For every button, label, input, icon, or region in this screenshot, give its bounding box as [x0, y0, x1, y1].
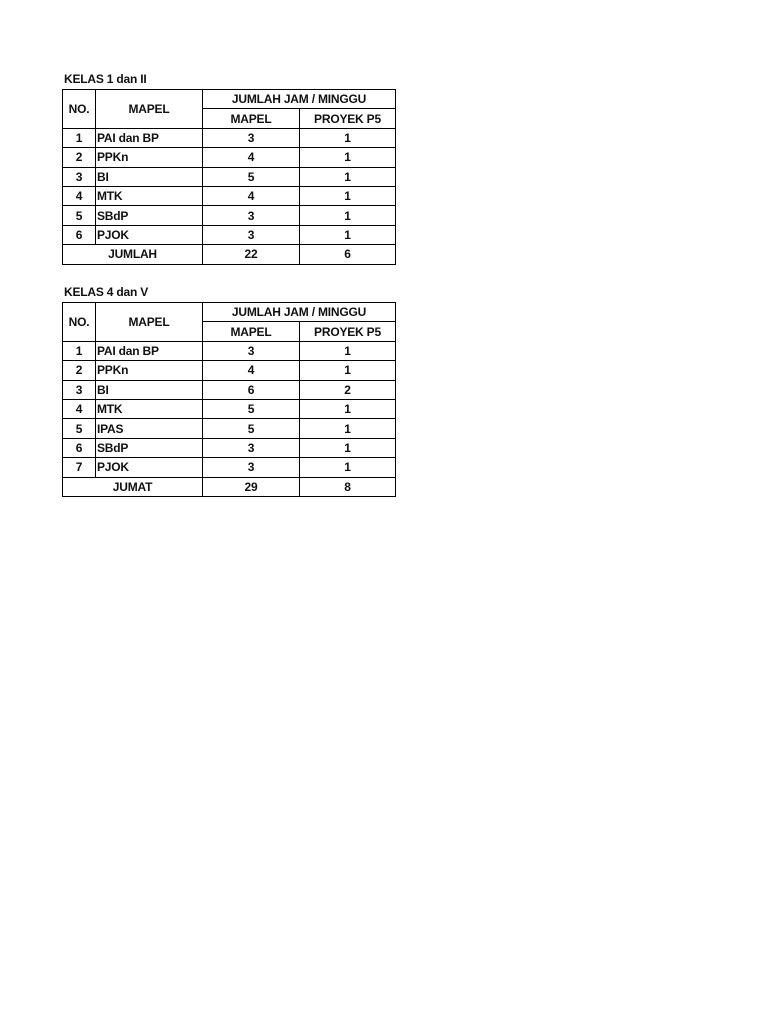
row-mapel: PAI dan BP — [96, 341, 203, 360]
row-mapel: SBdP — [96, 438, 203, 457]
header-no: NO. — [63, 90, 96, 129]
table-row — [63, 148, 396, 167]
table-row — [63, 399, 396, 418]
table-row — [63, 438, 396, 457]
header-jumlah-jam: JUMLAH JAM / MINGGU — [203, 90, 396, 109]
table-row — [63, 206, 396, 225]
row-no: 2 — [63, 361, 96, 380]
table-row — [63, 458, 396, 477]
total-jam-mapel: 22 — [203, 245, 300, 264]
row-jam-mapel: 3 — [203, 206, 300, 225]
table-row — [63, 225, 396, 244]
row-jam-mapel: 3 — [203, 225, 300, 244]
table-row — [63, 341, 396, 360]
total-row — [63, 245, 396, 264]
section-title-kelas-4: KELAS 4 dan V — [64, 285, 149, 299]
row-jam-mapel: 4 — [203, 148, 300, 167]
row-mapel: MTK — [96, 399, 203, 418]
row-jam-proyek: 1 — [300, 206, 396, 225]
row-mapel: PJOK — [96, 225, 203, 244]
row-mapel: PPKn — [96, 361, 203, 380]
row-jam-mapel: 3 — [203, 438, 300, 457]
row-jam-mapel: 5 — [203, 419, 300, 438]
row-no: 5 — [63, 419, 96, 438]
row-mapel: PAI dan BP — [96, 128, 203, 147]
header-jumlah-jam: JUMLAH JAM / MINGGU — [203, 303, 396, 322]
section-title-kelas-1: KELAS 1 dan II — [64, 72, 147, 86]
row-no: 4 — [63, 399, 96, 418]
row-mapel: BI — [96, 167, 203, 186]
header-no: NO. — [63, 303, 96, 342]
table-row — [63, 380, 396, 399]
schedule-table-kelas-4 — [62, 302, 396, 497]
row-no: 6 — [63, 438, 96, 457]
total-jam-proyek: 6 — [300, 245, 396, 264]
row-no: 6 — [63, 225, 96, 244]
row-no: 3 — [63, 167, 96, 186]
row-jam-mapel: 4 — [203, 361, 300, 380]
row-jam-proyek: 1 — [300, 225, 396, 244]
schedule-table-kelas-1 — [62, 89, 396, 265]
subheader-mapel: MAPEL — [203, 109, 300, 128]
table-row — [63, 186, 396, 205]
total-jam-mapel: 29 — [203, 477, 300, 496]
row-jam-proyek: 1 — [300, 341, 396, 360]
table-row — [63, 128, 396, 147]
header-mapel: MAPEL — [96, 303, 203, 342]
row-no: 1 — [63, 341, 96, 360]
table-row — [63, 361, 396, 380]
row-no: 1 — [63, 128, 96, 147]
total-row — [63, 477, 396, 496]
row-jam-mapel: 5 — [203, 399, 300, 418]
row-jam-mapel: 3 — [203, 341, 300, 360]
table-row — [63, 167, 396, 186]
row-jam-proyek: 1 — [300, 458, 396, 477]
subheader-proyek: PROYEK P5 — [300, 322, 396, 341]
row-jam-proyek: 2 — [300, 380, 396, 399]
row-mapel: PJOK — [96, 458, 203, 477]
row-jam-proyek: 1 — [300, 399, 396, 418]
row-jam-mapel: 6 — [203, 380, 300, 399]
row-no: 3 — [63, 380, 96, 399]
row-mapel: SBdP — [96, 206, 203, 225]
row-no: 4 — [63, 186, 96, 205]
row-mapel: IPAS — [96, 419, 203, 438]
row-no: 7 — [63, 458, 96, 477]
total-label: JUMLAH — [63, 245, 203, 264]
row-mapel: MTK — [96, 186, 203, 205]
row-mapel: PPKn — [96, 148, 203, 167]
header-row — [63, 303, 396, 322]
row-jam-mapel: 3 — [203, 458, 300, 477]
row-jam-mapel: 3 — [203, 128, 300, 147]
row-jam-proyek: 1 — [300, 419, 396, 438]
total-jam-proyek: 8 — [300, 477, 396, 496]
row-jam-proyek: 1 — [300, 148, 396, 167]
row-no: 5 — [63, 206, 96, 225]
subheader-mapel: MAPEL — [203, 322, 300, 341]
header-row — [63, 90, 396, 109]
row-jam-proyek: 1 — [300, 128, 396, 147]
subheader-proyek: PROYEK P5 — [300, 109, 396, 128]
row-jam-proyek: 1 — [300, 361, 396, 380]
row-jam-mapel: 5 — [203, 167, 300, 186]
row-no: 2 — [63, 148, 96, 167]
header-mapel: MAPEL — [96, 90, 203, 129]
row-jam-proyek: 1 — [300, 438, 396, 457]
total-label: JUMAT — [63, 477, 203, 496]
row-jam-proyek: 1 — [300, 167, 396, 186]
row-jam-mapel: 4 — [203, 186, 300, 205]
table-row — [63, 419, 396, 438]
row-jam-proyek: 1 — [300, 186, 396, 205]
row-mapel: BI — [96, 380, 203, 399]
